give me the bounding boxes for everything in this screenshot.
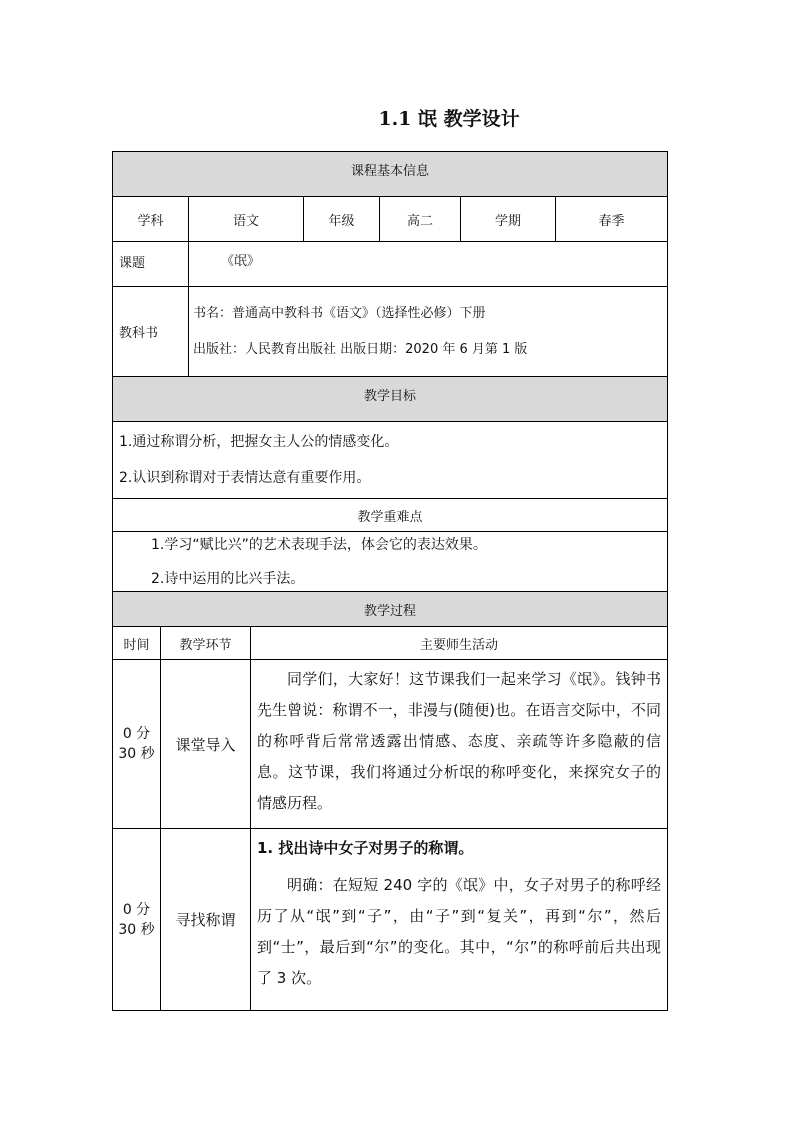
process-col-activity: 主要师生活动 <box>251 627 668 660</box>
basic-info-header: 课程基本信息 <box>113 152 668 197</box>
goals-content <box>113 422 668 499</box>
row2-time-seconds: 30 秒 <box>118 921 155 938</box>
key-point-2: 2.诗中运用的比兴手法。 <box>151 570 305 587</box>
textbook-publisher: 出版社：人民教育出版社 出版日期：2020 年 6 月第 1 版 <box>193 341 528 357</box>
term-value: 春季 <box>556 197 668 242</box>
row1-activity-text: 同学们，大家好！这节课我们一起来学习《氓》。钱钟书先生曾说：称谓不一，非漫与(随便)也。在语言交际中，不同的称呼背后常常透露出情感、态度、亲疏等许多隐蔽的信息。这节课，我们将通过分析氓的称呼变化，来探究女子的情感历程。 <box>257 670 662 812</box>
lesson-plan-table <box>112 151 668 1011</box>
process-col-segment: 教学环节 <box>161 627 251 660</box>
document-title: 1.1 氓 教学设计 <box>378 108 520 130</box>
row2-time <box>113 829 161 1011</box>
goal-item-2: 2.认识到称谓对于表情达意有重要作用。 <box>119 470 371 486</box>
grade-label: 年级 <box>304 197 380 242</box>
process-header: 教学过程 <box>113 592 668 627</box>
subject-value: 语文 <box>189 197 304 242</box>
textbook-label: 教科书 <box>113 287 189 377</box>
goal-item-1: 1.通过称谓分析，把握女主人公的情感变化。 <box>119 434 399 450</box>
row1-activity <box>251 660 668 829</box>
textbook-info <box>189 287 668 377</box>
textbook-name: 书名：普通高中教科书《语文》（选择性必修）下册 <box>193 305 486 321</box>
term-label: 学期 <box>461 197 556 242</box>
row2-activity-heading: 1. 找出诗中女子对男子的称谓。 <box>257 839 474 857</box>
row2-segment: 寻找称谓 <box>161 829 251 1011</box>
row2-activity-text: 明确：在短短 240 字的《氓》中，女子对男子的称呼经历了从“氓”到“子”，由“子”到“复关”，再到“尔”，然后到“士”，最后到“尔”的变化。其中，“尔”的称呼前后共出现了 3 次。 <box>257 876 662 987</box>
key-points-content <box>113 532 668 592</box>
row2-activity <box>251 829 668 1011</box>
row1-segment: 课堂导入 <box>161 660 251 829</box>
process-col-time: 时间 <box>113 627 161 660</box>
row1-time <box>113 660 161 829</box>
row2-time-minutes: 0 分 <box>122 901 151 918</box>
row1-time-minutes: 0 分 <box>122 726 151 742</box>
goals-header: 教学目标 <box>113 377 668 422</box>
subject-label: 学科 <box>113 197 189 242</box>
topic-value: 《氓》 <box>189 242 668 287</box>
grade-value: 高二 <box>380 197 461 242</box>
row1-time-seconds: 30 秒 <box>118 746 155 762</box>
key-point-1: 1.学习“赋比兴”的艺术表现手法，体会它的表达效果。 <box>151 536 487 553</box>
key-points-header: 教学重难点 <box>113 499 668 532</box>
topic-label: 课题 <box>113 242 189 287</box>
